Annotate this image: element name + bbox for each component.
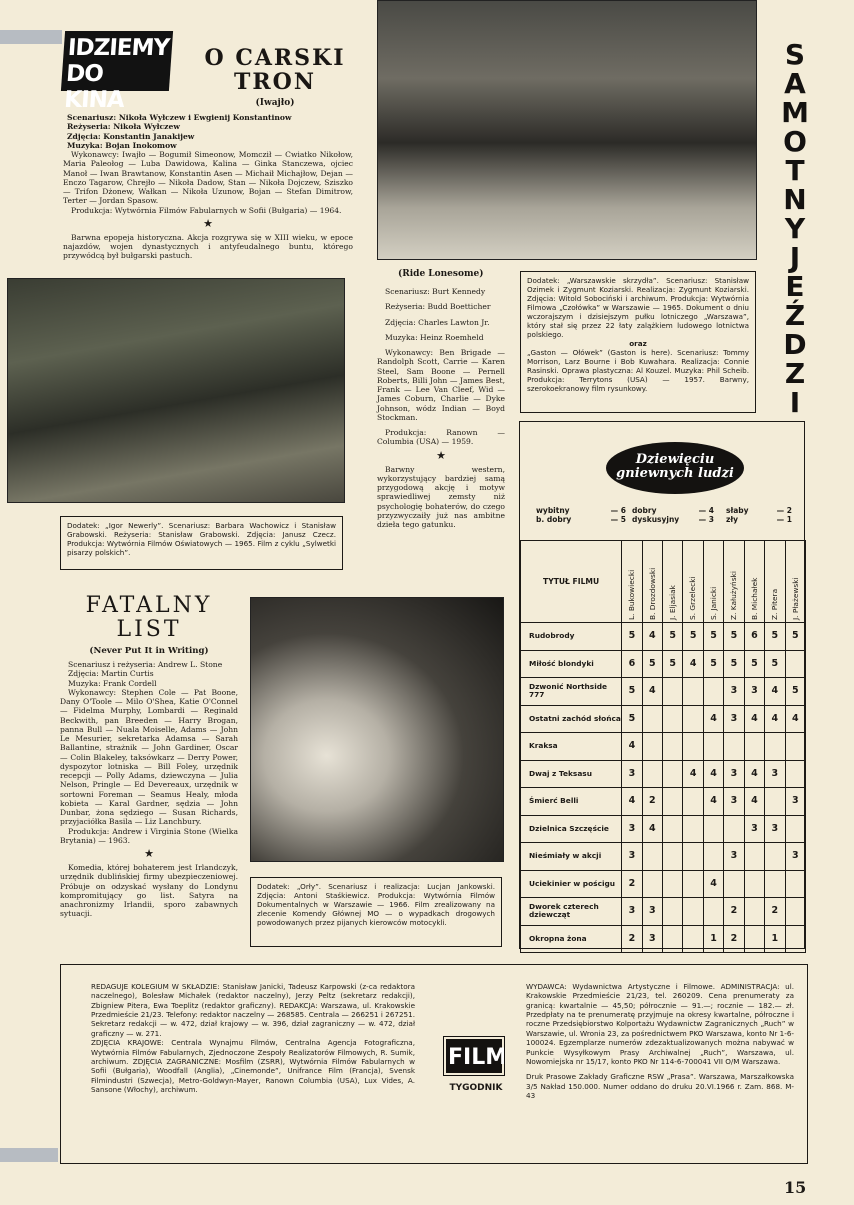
score-cell: 4 bbox=[642, 678, 662, 706]
samotny-title-letter: D bbox=[783, 328, 807, 361]
fatalny-credits: Scenariusz i reżyseria: Andrew L. Stone Zdjęcia: Martin Curtis Muzyka: Frank Cordell bbox=[68, 660, 223, 688]
score-cell: 4 bbox=[642, 815, 662, 843]
legend-label: słaby bbox=[726, 506, 749, 515]
score-cell: 6 bbox=[622, 650, 642, 678]
ratings-logo-line2: gniewnych ludzi bbox=[616, 466, 734, 481]
rating-legend-col1: wybitny — 6 b. dobry — 5 bbox=[536, 506, 626, 525]
color-strip bbox=[0, 1148, 58, 1162]
carski-text-block bbox=[63, 113, 353, 261]
score-cell bbox=[744, 898, 764, 926]
legend-label: wybitny bbox=[536, 506, 570, 515]
film-title-cell: Ostatni zachód słońca bbox=[521, 705, 622, 733]
film-title-cell: Śmierć Belli bbox=[521, 788, 622, 816]
rating-legend-col3: słaby — 2 zły — 1 bbox=[726, 506, 792, 525]
score-cell: 4 bbox=[683, 650, 703, 678]
film-title-cell: Rudobrody bbox=[521, 623, 622, 651]
fatalny-film-still bbox=[250, 597, 504, 862]
score-cell bbox=[683, 925, 703, 953]
title-column-header: TYTUŁ FILMU bbox=[521, 541, 622, 623]
score-cell: 5 bbox=[703, 650, 723, 678]
score-cell bbox=[785, 815, 805, 843]
samotny-credit-3: Muzyka: Heinz Roemheld bbox=[385, 332, 484, 342]
score-cell bbox=[663, 733, 683, 761]
table-row bbox=[521, 650, 806, 678]
colophon-photo-credits: ZDJĘCIA KRAJOWE: Centrala Wynajmu Filmów, Centralna Agencja Fotograficzna, Wytwórnia Filmów Fabularnych, Zjednoczone Zespoły Realizatorów Filmowych, R. Sumik, archiwum. ZDJĘCIA ZAGRANICZNE: Mosfilm (ZSRR), Wytwórnia Filmów Fabularnych w Sofii (Bułgaria), Woodfall (Anglia), „Cinemonde”, Unifrance Film (Francja), Svensk Filmindustri (Szwecja), Metro-Goldwyn-Mayer, Ranown Columbia (USA), Lux Vides, A. Sansone (Włochy), archiwum. bbox=[91, 1038, 415, 1094]
score-cell bbox=[642, 705, 662, 733]
score-cell bbox=[683, 733, 703, 761]
carski-description: Barwna epopeja historyczna. Akcja rozgrywa się w XIII wieku, w epoce najazdów, wojen dynastycznych i antyfeudalnego buntu, którego przywódcą był bułgarski pastuch. bbox=[63, 232, 353, 261]
separator-star: ★ bbox=[203, 216, 213, 230]
samotny-title-letter: N bbox=[783, 183, 807, 216]
score-cell: 2 bbox=[622, 870, 642, 898]
samotny-supplement bbox=[520, 271, 756, 413]
critic-name: S. Janicki bbox=[708, 586, 718, 620]
critic-name: Z. Kałużyński bbox=[729, 571, 739, 620]
score-cell: 3 bbox=[785, 843, 805, 871]
score-cell: 5 bbox=[663, 650, 683, 678]
score-cell: 3 bbox=[744, 815, 764, 843]
score-cell bbox=[724, 870, 744, 898]
samotny-credit-2: Zdjęcia: Charles Lawton Jr. bbox=[385, 317, 490, 327]
score-cell: 4 bbox=[703, 760, 723, 788]
score-cell: 5 bbox=[724, 623, 744, 651]
score-cell: 5 bbox=[785, 623, 805, 651]
samotny-title-letter: I bbox=[789, 386, 801, 419]
score-cell bbox=[785, 925, 805, 953]
legend-value: 3 bbox=[708, 515, 714, 525]
dziewieciu-gniewnych-logo bbox=[606, 442, 744, 494]
score-cell bbox=[642, 870, 662, 898]
ratings-table bbox=[520, 540, 806, 953]
colophon-printing: Druk Prasowe Zakłady Graficzne RSW „Prasa”. Warszawa, Marszałkowska 3/5 Nakład 150.000. Numer oddano do druku 20.VI.1966 r. Zam. 868. M-43 bbox=[526, 1072, 794, 1100]
score-cell: 3 bbox=[724, 788, 744, 816]
score-cell: 4 bbox=[642, 623, 662, 651]
film-title-cell: Okropna żona bbox=[521, 925, 622, 953]
score-cell: 3 bbox=[724, 843, 744, 871]
film-title-cell: Miłość blondyki bbox=[521, 650, 622, 678]
score-cell bbox=[683, 898, 703, 926]
score-cell bbox=[663, 898, 683, 926]
ratings-header-row bbox=[521, 541, 806, 623]
table-row bbox=[521, 898, 806, 926]
score-cell: 3 bbox=[622, 815, 642, 843]
score-cell bbox=[765, 870, 785, 898]
score-cell: 4 bbox=[622, 733, 642, 761]
carski-credits: Scenariusz: Nikoła Wyłczew i Ewgienij Konstantinow Reżyseria: Nikoła Wyłczew Zdjęcia: Konstantin Janakijew Muzyka: Bojan Inokomow bbox=[67, 113, 292, 150]
fatalny-production: Produkcja: Andrew i Virginia Stone (Wielka Brytania) — 1963. bbox=[60, 826, 238, 845]
samotny-description: Barwny western, wykorzystujący bardziej samą przygodową akcję i motyw sprawiedliwej zemsty niż psychologię bohaterów, do czego przyzwyczaiły już nas ambitne dzieła tego gatunku. bbox=[377, 464, 505, 529]
fatalny-title-line2: LIST bbox=[116, 617, 182, 642]
score-cell: 3 bbox=[724, 678, 744, 706]
critic-column-header bbox=[642, 541, 662, 623]
score-cell bbox=[703, 898, 723, 926]
samotny-production: Produkcja: Ranown — Columbia (USA) — 1959. bbox=[377, 428, 505, 447]
table-row bbox=[521, 760, 806, 788]
table-row bbox=[521, 788, 806, 816]
samotny-supplement-oraz: oraz bbox=[629, 339, 647, 348]
score-cell bbox=[683, 788, 703, 816]
colophon-box bbox=[60, 964, 808, 1164]
score-cell bbox=[642, 760, 662, 788]
legend-value: 1 bbox=[786, 515, 792, 525]
score-cell bbox=[785, 760, 805, 788]
critic-column-header bbox=[724, 541, 744, 623]
score-cell: 3 bbox=[765, 815, 785, 843]
film-title-cell: Nieśmiały w akcji bbox=[521, 843, 622, 871]
score-cell bbox=[785, 870, 805, 898]
score-cell bbox=[703, 678, 723, 706]
table-row bbox=[521, 623, 806, 651]
score-cell: 5 bbox=[622, 678, 642, 706]
critic-name: B. Drozdowski bbox=[647, 567, 657, 620]
color-strip bbox=[0, 30, 62, 44]
samotny-supplement-b: „Gaston — Ołówek” (Gaston is here). Scenariusz: Tommy Morrison, Larz Bourne i Bob Kuwahara. Realizacja: Connie Rasinski. Oprawa plastyczna: Al Kouzel. Muzyka: Phil Scheib. Produkcja: Terrytons (USA) — 1957. Barwny, szerokoekranowy film rysunkowy. bbox=[527, 348, 749, 393]
score-cell: 4 bbox=[744, 788, 764, 816]
score-cell bbox=[663, 843, 683, 871]
samotny-supplement-a: Dodatek: „Warszawskie skrzydła”. Scenariusz: Stanisław Ozimek i Zygmunt Koziarski. Realizacja: Zygmunt Koziarski. Zdjęcia: Witold Sobociński i archiwum. Produkcja: Wytwórnia Filmowa „Czołówka” w Warszawie — 1965. Dokument o dniu wczorajszym i dzisiejszym pułku lotniczego „Warszawa”, który stał się przez 22 łaty zalążkiem ludowego lotnictwa polskiego. bbox=[527, 276, 749, 339]
score-cell: 4 bbox=[765, 705, 785, 733]
critic-name: J. Eljasiak bbox=[668, 585, 678, 620]
idziemy-do-kina-logo bbox=[61, 31, 173, 113]
carski-production: Produkcja: Wytwórnia Filmów Fabularnych w Sofii (Bułgaria) — 1964. bbox=[71, 205, 342, 215]
table-row bbox=[521, 925, 806, 953]
critic-column-header bbox=[663, 541, 683, 623]
samotny-title-letter: Ź bbox=[784, 299, 806, 332]
score-cell bbox=[683, 678, 703, 706]
carski-title bbox=[196, 46, 354, 94]
score-cell: 3 bbox=[744, 678, 764, 706]
samotny-cast: Wykonawcy: Ben Brigade — Randolph Scott, Carrie — Karen Steel, Sam Boone — Pernell Roberts, Billi John — James Best, Frank — Lee Van Cleef, Wid — James Coburn, Charlie — Dyke Johnson, wódz Indian — Boyd Stockman. bbox=[377, 348, 505, 422]
samotny-subtitle: (Ride Lonesome) bbox=[398, 269, 484, 279]
score-cell: 2 bbox=[724, 925, 744, 953]
samotny-title-vertical bbox=[765, 40, 825, 420]
score-cell: 5 bbox=[683, 623, 703, 651]
colophon-publisher bbox=[526, 982, 794, 1100]
separator-star: ★ bbox=[144, 847, 154, 860]
tygodnik-label: TYGODNIK bbox=[449, 1083, 503, 1093]
colophon-editorial bbox=[91, 982, 415, 1094]
score-cell bbox=[703, 843, 723, 871]
score-cell: 1 bbox=[703, 925, 723, 953]
table-row bbox=[521, 843, 806, 871]
carski-title-line2: TRON bbox=[234, 69, 316, 95]
score-cell: 3 bbox=[724, 760, 744, 788]
score-cell: 2 bbox=[622, 925, 642, 953]
score-cell: 4 bbox=[683, 760, 703, 788]
score-cell bbox=[703, 733, 723, 761]
legend-label: dyskusyjny bbox=[632, 515, 680, 525]
score-cell: 5 bbox=[622, 705, 642, 733]
score-cell bbox=[785, 733, 805, 761]
score-cell bbox=[703, 815, 723, 843]
critic-column-header bbox=[744, 541, 764, 623]
critic-name: B. Michałek bbox=[749, 577, 759, 620]
legend-label: zły bbox=[726, 515, 739, 525]
score-cell: 4 bbox=[703, 705, 723, 733]
film-title-cell: Dzielnica Szczęście bbox=[521, 815, 622, 843]
critic-name: J. Płażewski bbox=[790, 577, 800, 620]
score-cell: 3 bbox=[622, 898, 642, 926]
score-cell bbox=[663, 678, 683, 706]
legend-value: 6 bbox=[620, 506, 626, 515]
critic-name: Z. Pitera bbox=[770, 588, 780, 620]
critic-column-header bbox=[765, 541, 785, 623]
legend-value: 4 bbox=[708, 506, 714, 515]
critic-name: L. Bukowiecki bbox=[627, 569, 637, 620]
score-cell: 2 bbox=[765, 898, 785, 926]
score-cell bbox=[663, 760, 683, 788]
score-cell bbox=[744, 843, 764, 871]
score-cell: 4 bbox=[785, 705, 805, 733]
score-cell bbox=[724, 815, 744, 843]
score-cell: 5 bbox=[724, 650, 744, 678]
score-cell: 4 bbox=[703, 788, 723, 816]
score-cell bbox=[765, 733, 785, 761]
film-title-cell: Dzwonić Northside 777 bbox=[521, 678, 622, 706]
fatalny-text-block bbox=[60, 660, 238, 919]
page-number: 15 bbox=[784, 1178, 807, 1197]
samotny-text-block bbox=[377, 287, 505, 529]
samotny-title-letter: J bbox=[789, 241, 801, 274]
score-cell: 5 bbox=[642, 650, 662, 678]
score-cell: 5 bbox=[622, 623, 642, 651]
score-cell: 4 bbox=[622, 788, 642, 816]
score-cell: 4 bbox=[744, 760, 764, 788]
samotny-credit-0: Scenariusz: Burt Kennedy bbox=[385, 287, 486, 296]
samotny-film-still bbox=[377, 0, 757, 260]
score-cell: 2 bbox=[724, 898, 744, 926]
ratings-logo-line1: Dziewięciu bbox=[635, 452, 715, 467]
score-cell: 4 bbox=[703, 870, 723, 898]
carski-supplement: Dodatek: „Igor Newerly”. Scenariusz: Barbara Wachowicz i Stanisław Grabowski. Reżyseria: Stanisław Grabowski. Zdjęcia: Janusz Czecz. Produkcja: Wytwórnia Filmów Oświatowych — 1965. Film z cyklu „Sylwetki pisarzy polskich”. bbox=[60, 516, 343, 570]
score-cell bbox=[724, 733, 744, 761]
table-row bbox=[521, 705, 806, 733]
samotny-title-letter: O bbox=[783, 125, 807, 158]
samotny-title-letter: T bbox=[785, 154, 805, 187]
samotny-title-letter: M bbox=[781, 96, 809, 129]
legend-value: 2 bbox=[786, 506, 792, 515]
score-cell bbox=[683, 815, 703, 843]
fatalny-cast: Wykonawcy: Stephen Cole — Pat Boone, Dany O'Toole — Milo O'Shea, Katie O'Connel — Fidelma Murphy, Lombardi — Reginald Beckwith, pan Breeden — Harry Brogan, panna Bull — Nuala Moiselle, Adams — John Le Mesurier, sekretarka Adamsa — Sarah Ballantine, strażnik — John Gardiner, Oscar — Colin Blakeley, taksówkarz — Derry Power, dyspozytor lotniska — Bill Foley, urzędnik recepcji — Polly Adams, dziewczyna — Julia Nelson, Pringle — Ed Devereaux, urzędnik w sortowni Foreman — Seamus Healy, młoda kobieta — Karal Gardner, sędzia — John Dunbar, żona sędziego — Susan Richards, przyjaciółka Basila — Liz Lanchbury. bbox=[60, 687, 238, 827]
score-cell: 5 bbox=[785, 678, 805, 706]
fatalny-title-line1: FATALNY bbox=[85, 593, 213, 618]
fatalny-supplement: Dodatek: „Orły”. Scenariusz i realizacja: Lucjan Jankowski. Zdjęcia: Antoni Staśkiewicz. Produkcja: Wytwórnia Filmów Dokumentalnych w Warszawie — 1966. Film zrealizowany na zlecenie Komendy Głównej MO — o wypadkach drogowych powodowanych przez pijanych kierowców motocykli. bbox=[250, 877, 502, 947]
fatalny-subtitle: (Never Put It in Writing) bbox=[89, 646, 209, 656]
film-title-cell: Uciekinier w pościgu bbox=[521, 870, 622, 898]
score-cell: 5 bbox=[703, 623, 723, 651]
critic-column-header bbox=[785, 541, 805, 623]
legend-label: b. dobry bbox=[536, 515, 572, 525]
carski-subtitle: (Iwajło) bbox=[255, 98, 295, 108]
score-cell bbox=[663, 815, 683, 843]
table-row bbox=[521, 870, 806, 898]
score-cell: 4 bbox=[744, 705, 764, 733]
score-cell bbox=[744, 733, 764, 761]
ratings-body bbox=[521, 623, 806, 953]
critic-column-header bbox=[683, 541, 703, 623]
critic-column-header bbox=[622, 541, 642, 623]
score-cell: 4 bbox=[765, 678, 785, 706]
score-cell: 3 bbox=[785, 788, 805, 816]
samotny-title-letter: S bbox=[784, 38, 806, 71]
score-cell: 3 bbox=[765, 760, 785, 788]
score-cell: 5 bbox=[744, 650, 764, 678]
score-cell bbox=[642, 843, 662, 871]
score-cell bbox=[642, 733, 662, 761]
table-row bbox=[521, 815, 806, 843]
samotny-credit-1: Reżyseria: Budd Boetticher bbox=[385, 302, 491, 312]
score-cell bbox=[663, 870, 683, 898]
fatalny-title bbox=[60, 594, 238, 642]
score-cell: 2 bbox=[642, 788, 662, 816]
separator-star: ★ bbox=[436, 448, 446, 462]
colophon-editors: REDAGUJE KOLEGIUM W SKŁADZIE: Stanisław Janicki, Tadeusz Karpowski (z-ca redaktora naczelnego), Bolesław Michałek (redaktor naczelny), Jerzy Peltz (sekretarz redakcji), Zbigniew Pitera, Ewa Toeplitz (redaktor graficzny). REDAKCJA: Warszawa, ul. Krakowskie Przedmieście 21/23. Telefony: redaktor naczelny — 268585. Centrala — 266251 i 267251. Sekretarz redakcji — w. 472, dział krajowy — w. 396, dział zagraniczny — w. 472, dział graficzny — w. 271. bbox=[91, 982, 415, 1038]
logo-line2: DO KINA bbox=[63, 61, 125, 113]
logo-line1: IDZIEMY bbox=[67, 35, 170, 61]
score-cell bbox=[744, 870, 764, 898]
film-title-cell: Dwaj z Teksasu bbox=[521, 760, 622, 788]
fatalny-description: Komedia, której bohaterem jest Irlandczyk, urzędnik dublińskiej firmy ubezpieczeniowej. Próbuje on odzyskać wysłany do Londynu kompromitujący go list. Satyra na anachronizmy Irlandii, sporo zabawnych sytuacji. bbox=[60, 863, 238, 919]
samotny-title-letter: Y bbox=[784, 212, 806, 245]
critic-column-header bbox=[703, 541, 723, 623]
score-cell: 5 bbox=[663, 623, 683, 651]
table-row bbox=[521, 733, 806, 761]
film-title-cell: Dworek czterech dziewcząt bbox=[521, 898, 622, 926]
colophon-subscription: WYDAWCA: Wydawnictwa Artystyczne i Filmowe. ADMINISTRACJA: ul. Krakowskie Przedmieście 21/23, tel. 260209. Cena prenumeraty za granicą: kwartalnie — 45,50; półrocznie — 91.—; rocznie — 182.— zł. Przedpłaty na te prenumeratę przyjmuje na okresy kwartalne, półroczne i roczne Przedsiębiorstwo Kolportażu Wydawnictw Zagranicznych „Ruch” w Warszawie, ul. Wronia 23, za pośrednictwem PKO Warszawa, konto Nr 1-6-100024. Egzemplarze numerów zdezaktualizowanych można nabywać w Punkcie Wysyłkowym Prasy Archiwalnej „Ruch”, Warszawa, ul. Nowomiejska nr 15/17, konto PKO Nr 114-6-700041 VII O/M Warszawa. bbox=[526, 982, 794, 1066]
score-cell bbox=[765, 788, 785, 816]
samotny-title-letter: Z bbox=[784, 357, 806, 390]
carski-film-still bbox=[7, 278, 345, 503]
score-cell bbox=[663, 788, 683, 816]
score-cell bbox=[663, 705, 683, 733]
table-row bbox=[521, 678, 806, 706]
legend-label: dobry bbox=[632, 506, 657, 515]
score-cell: 6 bbox=[744, 623, 764, 651]
carski-title-line1: O CARSKI bbox=[204, 45, 346, 71]
score-cell: 1 bbox=[765, 925, 785, 953]
score-cell bbox=[785, 650, 805, 678]
score-cell: 5 bbox=[765, 650, 785, 678]
score-cell: 3 bbox=[642, 898, 662, 926]
score-cell bbox=[785, 898, 805, 926]
score-cell bbox=[765, 843, 785, 871]
critic-name: S. Grzelecki bbox=[688, 576, 698, 620]
score-cell bbox=[744, 925, 764, 953]
film-magazine-logo: FILM bbox=[446, 1039, 502, 1073]
carski-cast: Wykonawcy: Iwajło — Bogumił Simeonow, Momcził — Cwiatko Nikołow, Maria Paleołog — Luba Dawidowa, Kalina — Ginka Stanczewa, ojciec Manoł — Iwan Brawtanow, Konstantin Asen — Michaił Michajłow, Dejan — Enczo Tagarow, Chrejło — Nikoła Dadow, Stan — Nikoła Dojczew, Sziszko — Trifon Dżonew, Wałkan — Nikoła Uzunow, Bojan — Stefan Dimitrow, Terter — Jordan Spasow. bbox=[63, 150, 353, 206]
legend-value: 5 bbox=[620, 515, 626, 525]
score-cell: 3 bbox=[622, 843, 642, 871]
film-title-cell: Kraksa bbox=[521, 733, 622, 761]
score-cell: 3 bbox=[642, 925, 662, 953]
score-cell bbox=[683, 870, 703, 898]
score-cell: 5 bbox=[765, 623, 785, 651]
score-cell: 3 bbox=[724, 705, 744, 733]
score-cell: 3 bbox=[622, 760, 642, 788]
score-cell bbox=[663, 925, 683, 953]
samotny-title-letter: E bbox=[785, 270, 805, 303]
critics-ratings-panel bbox=[519, 421, 805, 949]
score-cell bbox=[683, 843, 703, 871]
rating-legend-col2: dobry — 4 dyskusyjny — 3 bbox=[632, 506, 714, 525]
samotny-title-letter: A bbox=[784, 67, 806, 100]
ratings-table-wrap bbox=[520, 540, 805, 953]
score-cell bbox=[683, 705, 703, 733]
